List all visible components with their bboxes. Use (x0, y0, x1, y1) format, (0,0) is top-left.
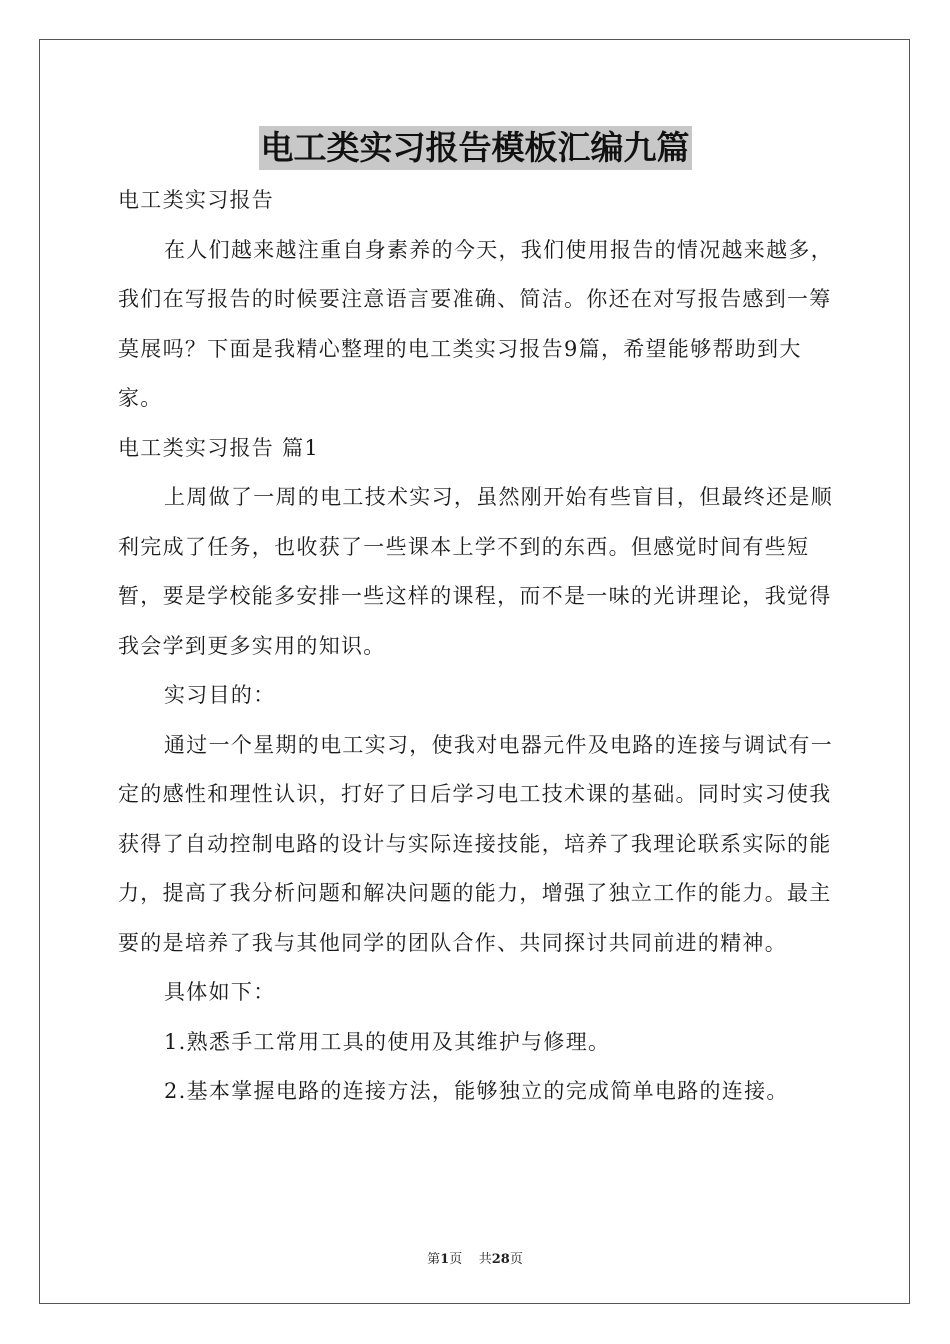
total-suffix: 页 (509, 1252, 523, 1267)
page-number: 1 (440, 1252, 450, 1267)
total-pages: 28 (491, 1252, 510, 1267)
total-prefix: 共 (478, 1252, 492, 1267)
document-body (118, 176, 834, 1117)
subheading: 实习目的： (164, 683, 276, 707)
document-title: 电工类实习报告模板汇编九篇 (259, 126, 692, 170)
title-wrap (0, 126, 950, 170)
list-item: 2.基本掌握电路的连接方法，能够独立的完成简单电路的连接。 (164, 1079, 789, 1103)
section-heading: 电工类实习报告 篇1 (118, 435, 320, 460)
page-suffix: 页 (449, 1252, 463, 1267)
intro-paragraph: 在人们越来越注重自身素养的今天，我们使用报告的情况越来越多，我们在写报告的时候要注意语言要准确、简洁。你还在对写报告感到一筹莫展吗？下面是我精心整理的电工类实习报告9篇，希望能够帮助到大家。 (118, 237, 833, 410)
page-prefix: 第 (427, 1252, 441, 1267)
page-footer (0, 1248, 950, 1267)
body-paragraph: 上周做了一周的电工技术实习，虽然刚开始有些盲目，但最终还是顺利完成了任务，也收获了一些课本上学不到的东西。但感觉时间有些短暂，要是学校能多安排一些这样的课程，而不是一味的光讲理论，我觉得我会学到更多实用的知识。 (118, 485, 833, 658)
body-paragraph: 通过一个星期的电工实习，使我对电器元件及电路的连接与调试有一定的感性和理性认识，打好了日后学习电工技术课的基础。同时实习使我获得了自动控制电路的设计与实际连接技能，培养了我理论联系实际的能力，提高了我分析问题和解决问题的能力，增强了独立工作的能力。最主要的是培养了我与其他同学的团队合作、共同探讨共同前进的精神。 (118, 732, 833, 955)
list-item: 1.熟悉手工常用工具的使用及其维护与修理。 (164, 1029, 611, 1054)
subheading: 具体如下： (164, 980, 276, 1004)
section-heading: 电工类实习报告 (118, 188, 275, 212)
